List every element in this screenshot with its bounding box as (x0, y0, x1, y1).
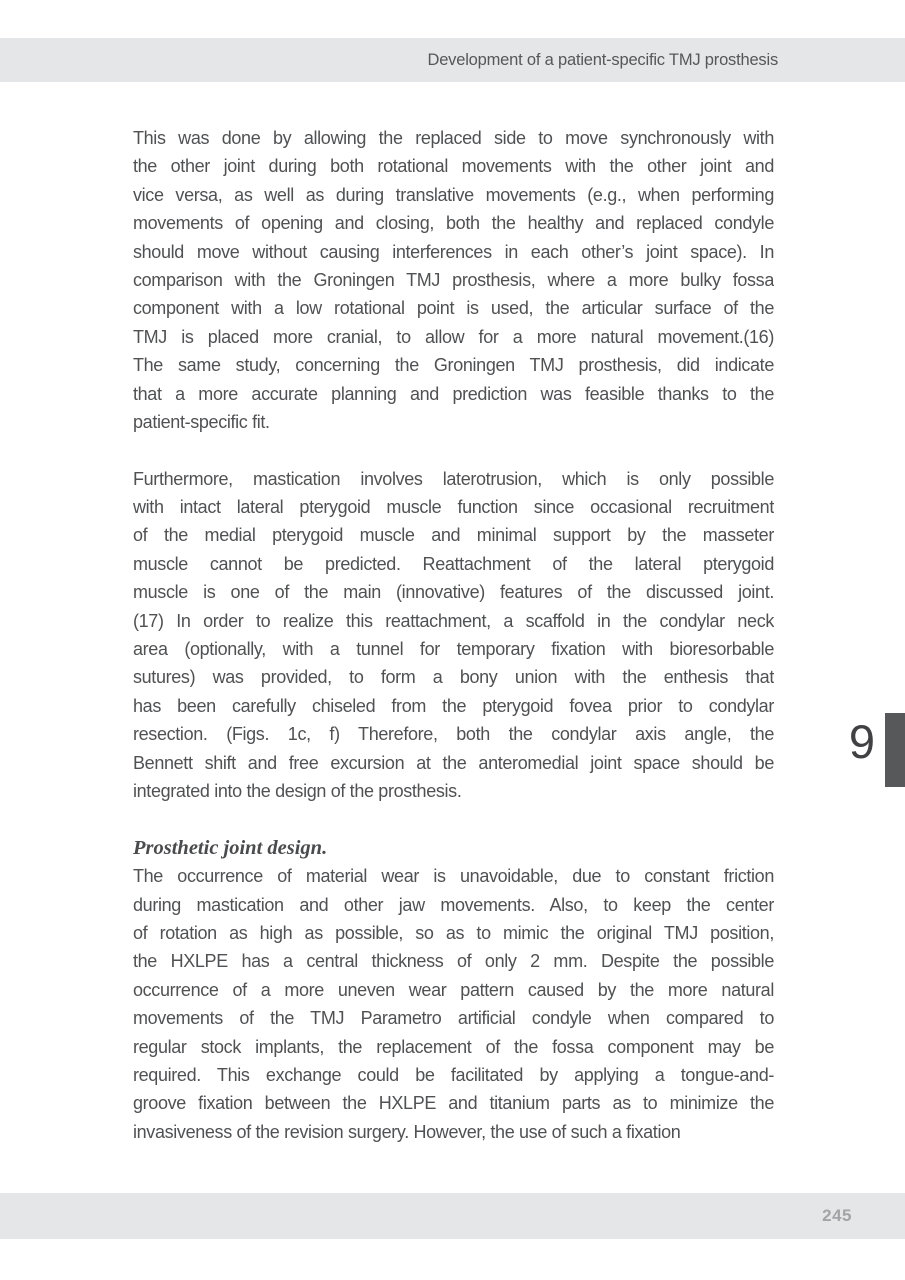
text-line: The occurrence of material wear is unavoidable, due to constant friction (133, 866, 774, 887)
text-line: muscle cannot be predicted. Reattachment of the lateral pterygoid (133, 553, 774, 574)
text-line: with intact lateral pterygoid muscle function since occasional recruitment (133, 497, 774, 518)
page-header-band (0, 38, 905, 82)
page-footer-band (0, 1193, 905, 1239)
section-heading: Prosthetic joint design. (133, 836, 328, 859)
text-line: regular stock implants, the replacement of the fossa component may be (133, 1036, 774, 1057)
text-line: This was done by allowing the replaced side to move synchronously with (133, 128, 774, 148)
text-line: sutures) was provided, to form a bony union with the enthesis that (133, 667, 774, 688)
running-header-title: Development of a patient-specific TMJ prosthesis (427, 50, 778, 69)
chapter-number: 9 (848, 715, 874, 768)
text-line: Bennett shift and free excursion at the anteromedial joint space should be (133, 752, 774, 773)
text-line: the HXLPE has a central thickness of only 2 mm. Despite the possible (133, 951, 774, 972)
text-line: movements of the TMJ Parametro artificial condyle when compared to (133, 1008, 774, 1029)
paragraph (133, 465, 774, 806)
text-line: patient-specific fit. (133, 411, 270, 432)
text-line: invasiveness of the revision surgery. However, the use of such a fixation (133, 1121, 681, 1142)
body-text (133, 124, 774, 1146)
text-line: that a more accurate planning and prediction was feasible thanks to the (133, 383, 774, 404)
text-line: comparison with the Groningen TMJ prosthesis, where a more bulky fossa (133, 269, 774, 290)
text-line: during mastication and other jaw movements. Also, to keep the center (133, 894, 774, 915)
text-line: TMJ is placed more cranial, to allow for a more natural movement.(16) (133, 326, 774, 347)
text-line: of rotation as high as possible, so as to mimic the original TMJ position, (133, 922, 774, 943)
text-line: occurrence of a more uneven wear pattern caused by the more natural (133, 979, 774, 1000)
text-line: (17) In order to realize this reattachment, a scaffold in the condylar neck (133, 610, 774, 631)
text-line: The same study, concerning the Groningen TMJ prosthesis, did indicate (133, 355, 774, 376)
text-line: has been carefully chiseled from the pterygoid fovea prior to condylar (133, 695, 774, 716)
paragraph (133, 124, 774, 436)
text-line: groove fixation between the HXLPE and titanium parts as to minimize the (133, 1093, 774, 1114)
text-line: Furthermore, mastication involves laterotrusion, which is only possible (133, 468, 774, 489)
text-line: the other joint during both rotational movements with the other joint and (133, 156, 774, 177)
text-line: of the medial pterygoid muscle and minimal support by the masseter (133, 525, 774, 546)
text-line: component with a low rotational point is used, the articular surface of the (133, 298, 774, 319)
text-line: integrated into the design of the prosthesis. (133, 780, 462, 801)
text-line: vice versa, as well as during translative movements (e.g., when performing (133, 184, 774, 205)
paragraph (133, 862, 774, 1146)
page-number: 245 (822, 1206, 852, 1225)
text-line: area (optionally, with a tunnel for temporary fixation with bioresorbable (133, 639, 774, 660)
text-line: movements of opening and closing, both the healthy and replaced condyle (133, 213, 774, 234)
text-line: required. This exchange could be facilitated by applying a tongue-and- (133, 1064, 774, 1085)
text-line: resection. (Figs. 1c, f) Therefore, both the condylar axis angle, the (133, 724, 774, 745)
text-line: muscle is one of the main (innovative) features of the discussed joint. (133, 582, 774, 603)
chapter-tab-marker (885, 713, 905, 787)
text-line: should move without causing interferences in each other’s joint space). In (133, 241, 774, 262)
